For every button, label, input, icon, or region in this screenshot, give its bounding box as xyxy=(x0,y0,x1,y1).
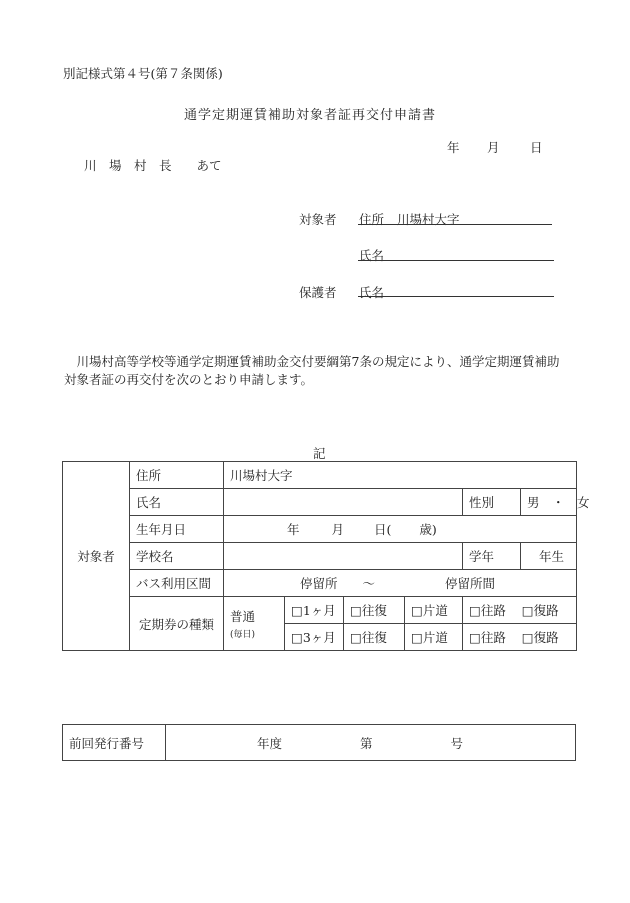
address-value: 川場村大字 xyxy=(397,212,460,227)
birth-year-label: 年 xyxy=(287,522,300,537)
stop-to-label: 停留所間 xyxy=(445,576,496,591)
date-month: 月 xyxy=(487,140,500,155)
daily-label: (毎日) xyxy=(230,630,256,640)
guardian-name-label: 氏名 xyxy=(359,285,385,300)
regular-cell xyxy=(224,597,285,651)
round-trip-option-2[interactable]: □ 往復 xyxy=(344,624,405,651)
name-label: 氏名 xyxy=(359,248,385,263)
form-number: 別記様式第４号(第７条関係) xyxy=(63,66,223,81)
go-label: 号 xyxy=(450,735,464,751)
birthdate-field[interactable] xyxy=(224,516,577,543)
address-label: 住所 xyxy=(359,212,385,227)
grade-field[interactable]: 年生 xyxy=(521,543,577,570)
subject-cell: 対象者 xyxy=(63,462,130,651)
checkbox-icon[interactable] xyxy=(469,630,481,645)
school-header: 学校名 xyxy=(130,543,224,570)
birth-age-label: 歳) xyxy=(419,522,437,537)
birthdate-header: 生年月日 xyxy=(130,516,224,543)
bus-section-field[interactable] xyxy=(224,570,577,597)
one-month-option[interactable]: □ 1ヶ月 xyxy=(285,597,344,624)
round-trip-option-1[interactable]: □ 往復 xyxy=(344,597,405,624)
checkbox-icon[interactable] xyxy=(350,630,362,645)
body-text: 川場村高等学校等通学定期運賃補助金交付要綱第7条の規定により、通学定期運賃補助対象者証の再交付を次のとおり申請します。 xyxy=(64,354,560,387)
address-underline[interactable] xyxy=(358,224,552,225)
page-title: 通学定期運賃補助対象者証再交付申請書 xyxy=(184,108,437,123)
detail-table xyxy=(62,461,590,651)
stop-from-label: 停留所 ～ xyxy=(300,576,376,591)
checkbox-icon[interactable] xyxy=(522,603,534,618)
bus-section-header: バス利用区間 xyxy=(130,570,224,597)
pass-type-header: 定期券の種類 xyxy=(130,597,224,651)
checkbox-icon[interactable] xyxy=(469,603,481,618)
address-header: 住所 xyxy=(130,462,224,489)
checkbox-icon[interactable] xyxy=(411,603,423,618)
date-year: 年 xyxy=(447,140,460,155)
regular-label: 普通 xyxy=(230,609,256,624)
previous-number-label: 前回発行番号 xyxy=(63,725,166,761)
checkbox-icon[interactable] xyxy=(291,603,303,618)
gender-header: 性別 xyxy=(463,489,521,516)
gender-options[interactable]: 男 ・ 女 xyxy=(521,489,577,516)
checkbox-icon[interactable] xyxy=(350,603,362,618)
school-field[interactable] xyxy=(224,543,463,570)
checkbox-icon[interactable] xyxy=(291,630,303,645)
previous-number-table xyxy=(62,724,576,761)
checkbox-icon[interactable] xyxy=(522,630,534,645)
fiscal-year-label: 年度 xyxy=(257,735,283,751)
guardian-label: 保護者 xyxy=(299,285,337,300)
ki-label: 記 xyxy=(313,446,326,461)
address-field[interactable]: 川場村大字 xyxy=(224,462,577,489)
checkbox-icon[interactable] xyxy=(411,630,423,645)
birth-day-label: 日( xyxy=(374,522,392,537)
previous-number-field[interactable] xyxy=(166,725,576,761)
date-day: 日 xyxy=(530,140,543,155)
name-underline[interactable] xyxy=(358,260,554,261)
guardian-name-underline[interactable] xyxy=(358,296,554,297)
three-month-option[interactable]: □ 3ヶ月 xyxy=(285,624,344,651)
direction-options-2[interactable]: □ 往路 □ 復路 xyxy=(463,624,577,651)
grade-header: 学年 xyxy=(463,543,521,570)
one-way-option-2[interactable]: □ 片道 xyxy=(405,624,463,651)
addressee: 川 場 村 長 あて xyxy=(84,158,222,173)
birth-month-label: 月 xyxy=(331,522,345,537)
name-header: 氏名 xyxy=(130,489,224,516)
name-field[interactable] xyxy=(224,489,463,516)
direction-options-1[interactable]: □ 往路 □ 復路 xyxy=(463,597,577,624)
dai-label: 第 xyxy=(360,735,373,751)
one-way-option-1[interactable]: □ 片道 xyxy=(405,597,463,624)
subject-label: 対象者 xyxy=(299,212,337,227)
